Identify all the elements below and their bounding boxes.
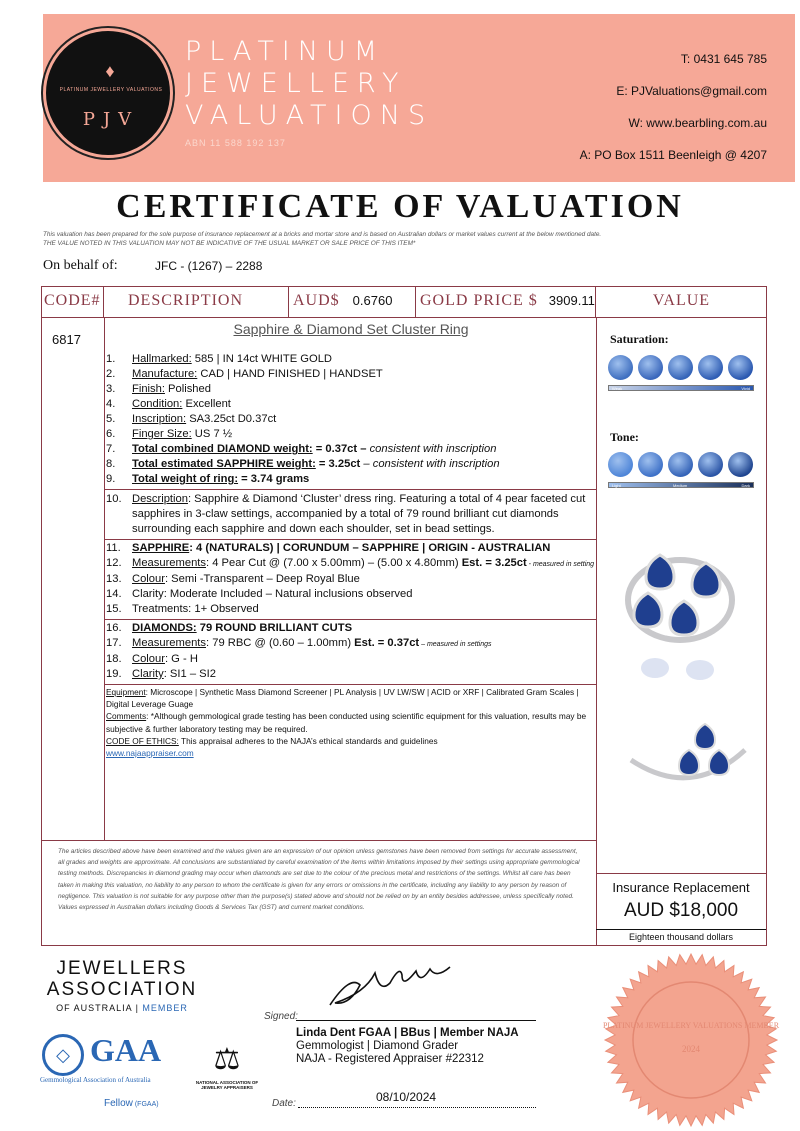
signature-line xyxy=(296,1020,536,1021)
ring-photo-top xyxy=(620,545,740,650)
item-text: : SI1 – SI2 xyxy=(163,668,216,680)
brand-line-1: PLATINUM xyxy=(185,36,386,67)
brand-line-2: JEWELLERY xyxy=(185,68,407,99)
row-divider xyxy=(41,840,597,841)
tone-swatch-1 xyxy=(608,452,633,477)
fellow-abbr: (FGAA) xyxy=(132,1101,159,1108)
item-value: = 3.25ct xyxy=(315,458,361,470)
tone-bar xyxy=(608,482,754,488)
item-text: Polished xyxy=(164,383,211,395)
item-number: 17. xyxy=(106,637,122,649)
item-label: DIAMONDS: xyxy=(132,622,197,634)
sat-bar-left: Weak xyxy=(612,386,623,391)
saturation-swatch-3 xyxy=(668,355,693,380)
date-label: Date: xyxy=(272,1098,296,1109)
gaa-text: GAA xyxy=(90,1032,162,1068)
header-value: VALUE xyxy=(652,292,711,309)
item-text: 585 | IN 14ct WHITE GOLD xyxy=(191,353,332,365)
list-item xyxy=(106,556,596,572)
item-text: : 4 Pear Cut @ (7.00 x 5.00mm) – (5.00 x 4.80mm) xyxy=(206,557,459,569)
abn-number: ABN 11 588 192 137 xyxy=(185,138,286,148)
list-item xyxy=(106,352,596,367)
list-item xyxy=(106,457,596,472)
header-description: DESCRIPTION xyxy=(104,286,289,318)
list-item xyxy=(106,412,596,427)
list-item xyxy=(106,602,596,617)
item-value: = 0.37ct – xyxy=(312,443,367,455)
item-number: 4. xyxy=(106,398,116,410)
jewellers-association-logo xyxy=(42,958,202,1013)
item-number: 10. xyxy=(106,493,122,505)
signature xyxy=(320,965,470,1015)
item-text: Treatments: 1+ Observed xyxy=(132,603,259,615)
item-code: 6817 xyxy=(52,332,81,347)
gem-icon: ◇ xyxy=(42,1034,84,1076)
header-aud xyxy=(289,286,416,318)
item-number: 7. xyxy=(106,443,116,455)
item-label: Clarity xyxy=(132,668,164,680)
item-number: 6. xyxy=(106,428,116,440)
item-label: Finger Size: xyxy=(132,428,192,440)
fine-print: The articles described above have been examined and the values given are an expression of our opinion unless gemstones have been removed from settings for accurate assessment, all grades and weights are approximate. All conclusions are substantiated by careful examination of the items within limitations imposed by their settings using appropriate gemmological testing methods. Discrepancies in diamond grading may occur when diamonds are set due to the colour of the precious metal and restrictions of the settings. Whilst all care has been taken in making this valuation, no liability to any person to whom the certificate is given for any errors or omissions in the certificate, including any liability to any person by reason of negligence. This valuation is not suitable for any purpose other than the purpose(s) stated above and should not be relied on by an entity besides addressee, unless specifically noted. Values expressed in Australian dollars including Goods & Services Tax (GST) and current market conditions. xyxy=(58,848,580,912)
list-item xyxy=(106,427,596,442)
item-number: 14. xyxy=(106,588,122,600)
logo-ring-text: PLATINUM JEWELLERY VALUATIONS xyxy=(59,87,163,93)
item-label: Measurements xyxy=(132,557,206,569)
item-number: 18. xyxy=(106,653,122,665)
header-code: CODE# xyxy=(41,286,104,318)
item-label: Condition: xyxy=(132,398,183,410)
website: W: www.bearbling.com.au xyxy=(628,116,767,130)
item-label: Total combined DIAMOND weight: xyxy=(132,443,313,455)
behalf-value: JFC - (1267) – 2288 xyxy=(155,259,263,273)
item-label: Manufacture: xyxy=(132,368,198,380)
ja-line-3a: OF AUSTRALIA | xyxy=(56,1003,143,1013)
item-number: 13. xyxy=(106,573,122,585)
tone-bar-mid: Medium xyxy=(673,483,688,488)
equipment-label: Equipment xyxy=(106,687,146,697)
item-number: 12. xyxy=(106,557,122,569)
item-note: consistent with inscription xyxy=(366,443,497,455)
item-note: – consistent with inscription xyxy=(360,458,500,470)
column-divider xyxy=(104,318,105,841)
fellow-text: Fellow xyxy=(104,1098,133,1109)
list-item xyxy=(106,667,596,682)
saturation-bar xyxy=(608,385,754,391)
signer-registration: NAJA - Registered Appraiser #22312 xyxy=(296,1053,484,1065)
tone-bar-right: Dark xyxy=(741,483,750,488)
gaa-subtitle: Gemmological Association of Australia xyxy=(40,1076,151,1084)
date-value: 08/10/2024 xyxy=(376,1090,437,1104)
notes-block xyxy=(106,686,596,759)
aud-value: 0.6760 xyxy=(352,293,393,308)
ethics-text: This appraisal adheres to the NAJA’s ethical standards and guidelines xyxy=(178,735,438,746)
gold-price-value: 3909.11 xyxy=(548,293,595,308)
fellow-label xyxy=(104,1098,159,1109)
item-text: : Sapphire & Diamond ‘Cluster’ dress ring. Featuring a total of 4 pear faceted cut sapphires in 3-claw settings, accompanied by a total of 79 round brilliant cut diamonds surrounding each sapphire and down each shoulder, set in bead settings. xyxy=(132,493,586,535)
signer-block xyxy=(296,1027,519,1066)
section-divider xyxy=(104,684,596,685)
item-note: - measured in setting xyxy=(526,561,595,568)
item-number: 15. xyxy=(106,603,122,615)
tone-swatch-5 xyxy=(728,452,753,477)
seal-year: 2024 xyxy=(682,1044,700,1054)
item-number: 11. xyxy=(106,542,121,554)
list-item xyxy=(106,540,596,556)
saturation-label: Saturation: xyxy=(610,332,669,346)
ethics-note xyxy=(106,735,596,747)
item-label: Description xyxy=(132,493,188,505)
ja-line-2: ASSOCIATION xyxy=(46,979,198,1000)
item-number: 2. xyxy=(106,368,116,380)
ring-reflection xyxy=(620,650,740,690)
insurance-box xyxy=(596,873,766,946)
naja-link[interactable]: www.najaappraiser.com xyxy=(106,748,194,759)
letterhead xyxy=(43,14,795,182)
item-number: 19. xyxy=(106,668,122,680)
saturation-swatch-4 xyxy=(698,355,723,380)
top-disclaimer xyxy=(43,230,783,248)
item-title: Sapphire & Diamond Set Cluster Ring xyxy=(233,321,469,337)
ethics-label: CODE OF ETHICS: xyxy=(106,735,179,746)
item-label: Hallmarked: xyxy=(132,353,192,365)
saturation-swatch-5 xyxy=(728,355,753,380)
pjv-logo xyxy=(43,28,173,158)
tone-label: Tone: xyxy=(610,430,639,444)
signature-stroke xyxy=(330,967,450,1005)
item-text: Excellent xyxy=(182,398,231,410)
item-number: 3. xyxy=(106,383,116,395)
tone-swatch-3 xyxy=(668,452,693,477)
list-item xyxy=(106,472,596,487)
sat-bar-right: Vivid xyxy=(741,386,750,391)
list-item xyxy=(106,382,596,397)
item-text: : Semi -Transparent – Deep Royal Blue xyxy=(164,573,360,585)
disclaimer-line-1: This valuation has been prepared for the sole purpose of insurance replacement at a bricks and mortar store and is based on Australian dollars or market values current at the below mentioned date. xyxy=(43,231,602,238)
comments-label: Comments xyxy=(106,711,147,722)
list-item xyxy=(106,572,596,587)
brand-name xyxy=(185,36,433,132)
saturation-scale xyxy=(606,355,756,399)
phone: T: 0431 645 785 xyxy=(680,52,767,66)
ja-line-1: JEWELLERS xyxy=(56,958,188,979)
item-number: 9. xyxy=(106,473,116,485)
naja-logo xyxy=(188,1040,266,1090)
item-label: Finish: xyxy=(132,383,165,395)
brand-line-3: VALUATIONS xyxy=(185,100,434,131)
item-estimate: Est. = 3.25ct xyxy=(458,557,527,569)
signed-label: Signed: xyxy=(264,1011,298,1022)
item-number: 16. xyxy=(106,622,122,634)
logo-initials: PJV xyxy=(82,109,140,130)
item-label: Total estimated SAPPHIRE weight: xyxy=(132,458,316,470)
equipment-text: : Microscope | Synthetic Mass Diamond Screener | PL Analysis | UV LW/SW | ACID or XRF | Calibrated Gram Scales | Digital Leverage Guage xyxy=(106,687,579,710)
item-text: : 79 RBC @ (0.60 – 1.00mm) xyxy=(206,637,352,649)
item-value: = 3.74 grams xyxy=(238,473,310,485)
table-header xyxy=(41,286,767,318)
seal-text: PLATINUM JEWELLERY VALUATIONS MEMBER xyxy=(602,1021,780,1030)
item-text: SA3.25ct D0.37ct xyxy=(186,413,277,425)
comments-note xyxy=(106,710,596,734)
ja-member: MEMBER xyxy=(142,1003,188,1013)
sapphire-cluster xyxy=(679,724,729,775)
saturation-swatch-2 xyxy=(638,355,663,380)
gaa-logo xyxy=(40,1030,190,1085)
item-number: 8. xyxy=(106,458,116,470)
list-item xyxy=(106,620,596,636)
email: E: PJValuations@gmail.com xyxy=(616,84,767,98)
certificate-title: CERTIFICATE OF VALUATION xyxy=(116,188,684,225)
diamond-icon: ♦ xyxy=(105,61,115,81)
signer-name: Linda Dent FGAA | BBus | Member NAJA xyxy=(296,1027,519,1039)
aud-label: AUD$ xyxy=(293,292,340,309)
item-estimate: Est. = 0.37ct xyxy=(351,637,420,649)
tone-swatch-2 xyxy=(638,452,663,477)
item-label: SAPPHIRE xyxy=(132,542,190,554)
gold-price-label: GOLD PRICE $ xyxy=(420,292,538,309)
postal-address: A: PO Box 1511 Beenleigh @ 4207 xyxy=(579,148,767,162)
item-text: : 4 (NATURALS) | CORUNDUM – SAPPHIRE | ORIGIN - AUSTRALIAN xyxy=(189,542,551,554)
item-text: US 7 ½ xyxy=(191,428,233,440)
item-number: 1. xyxy=(106,353,116,365)
item-text: : G - H xyxy=(164,653,198,665)
list-item xyxy=(106,367,596,382)
item-text: 79 ROUND BRILLIANT CUTS xyxy=(196,622,353,634)
seal-starburst xyxy=(605,954,777,1126)
sapphire-cluster xyxy=(634,555,720,635)
item-label: Inscription: xyxy=(132,413,187,425)
date-line xyxy=(298,1107,536,1108)
list-item xyxy=(106,442,596,457)
insurance-amount: AUD $18,000 xyxy=(623,900,739,921)
item-text: Clarity: Moderate Included – Natural inclusions observed xyxy=(132,588,413,600)
equipment-note xyxy=(106,686,596,710)
insurance-title: Insurance Replacement xyxy=(612,880,750,895)
item-label: Colour xyxy=(132,573,165,585)
list-item xyxy=(106,587,596,602)
item-label: Measurements xyxy=(132,637,206,649)
item-details xyxy=(106,352,596,685)
list-item xyxy=(106,636,596,652)
tone-bar-left: Light xyxy=(612,483,621,488)
column-divider xyxy=(596,318,597,946)
insurance-amount-words: Eighteen thousand dollars xyxy=(596,929,766,942)
saturation-swatch-1 xyxy=(608,355,633,380)
naja-text: NATIONAL ASSOCIATION OF JEWELRY APPRAISERS xyxy=(195,1080,259,1090)
list-item xyxy=(106,652,596,667)
ja-line-3 xyxy=(42,1003,202,1013)
item-label: Colour xyxy=(132,653,165,665)
scales-icon: ⚖ xyxy=(213,1043,241,1076)
item-label: Total weight of ring: xyxy=(132,473,239,485)
list-item xyxy=(106,490,596,537)
tone-scale xyxy=(606,452,756,496)
tone-swatch-4 xyxy=(698,452,723,477)
behalf-label: On behalf of: xyxy=(43,258,118,273)
list-item xyxy=(106,397,596,412)
disclaimer-line-2: THE VALUE NOTED IN THIS VALUATION MAY NOT BE INDICATIVE OF THE USUAL MARKET OR SALE PRICE OF THIS ITEM* xyxy=(43,240,416,247)
item-text: CAD | HAND FINISHED | HANDSET xyxy=(197,368,383,380)
ring-photo-side xyxy=(625,720,750,795)
official-seal xyxy=(596,948,786,1128)
item-note: – measured in settings xyxy=(419,641,492,648)
header-gold-price xyxy=(416,286,596,318)
comments-text: : *Although gemmological grade testing has been conducted using scientific equipment for this valuation, results may be subjective & further laboratory testing may be required. xyxy=(106,711,587,734)
signer-title: Gemmologist | Diamond Grader xyxy=(296,1040,459,1052)
item-number: 5. xyxy=(106,413,116,425)
